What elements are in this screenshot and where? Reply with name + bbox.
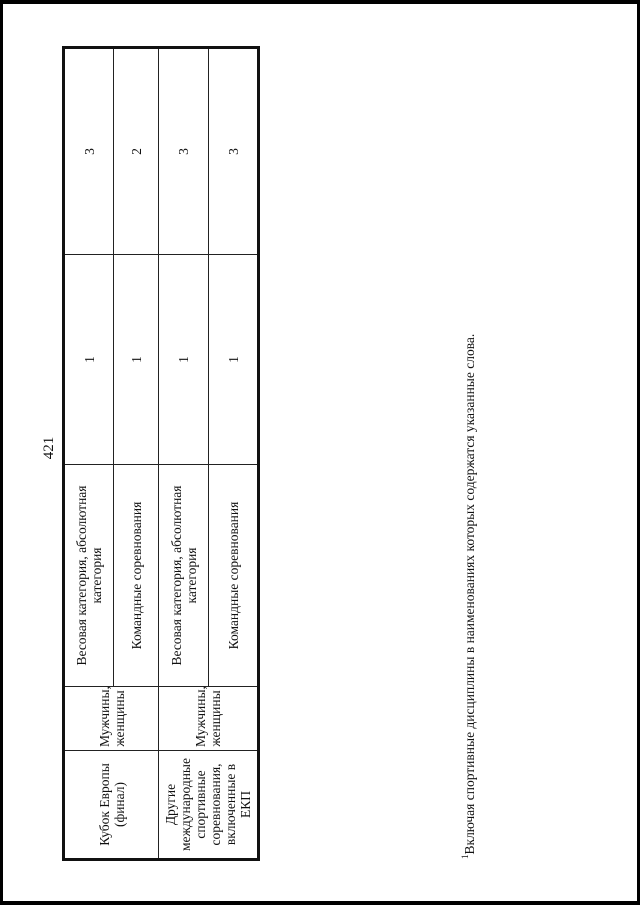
footnote bbox=[458, 334, 477, 859]
participants-cell: Мужчины, женщины bbox=[64, 687, 159, 751]
participants-cell: Мужчины, женщины bbox=[159, 687, 259, 751]
page-number: 421 bbox=[41, 436, 57, 460]
discipline-cell: Весовая категория, абсолютная категория bbox=[159, 465, 209, 687]
value-cell: 1 bbox=[114, 255, 159, 465]
discipline-cell: Командные соревнования bbox=[114, 465, 159, 687]
competition-table bbox=[62, 46, 260, 861]
value-cell: 3 bbox=[159, 48, 209, 255]
discipline-cell: Командные соревнования bbox=[209, 465, 259, 687]
competition-cell: Кубок Европы (финал) bbox=[64, 751, 159, 860]
value-cell: 3 bbox=[209, 48, 259, 255]
value-cell: 2 bbox=[114, 48, 159, 255]
footnote-marker: 1 bbox=[460, 854, 470, 859]
competition-cell: Другие международные спортивные соревнования, включенные в ЕКП bbox=[159, 751, 259, 860]
value-cell: 1 bbox=[64, 255, 114, 465]
table-row bbox=[64, 48, 114, 860]
discipline-cell: Весовая категория, абсолютная категория bbox=[64, 465, 114, 687]
footnote-text: Включая спортивные дисциплины в наименованиях которых содержатся указанные слова. bbox=[462, 333, 477, 855]
value-cell: 1 bbox=[209, 255, 259, 465]
value-cell: 3 bbox=[64, 48, 114, 255]
value-cell: 1 bbox=[159, 255, 209, 465]
table-row bbox=[159, 48, 209, 860]
